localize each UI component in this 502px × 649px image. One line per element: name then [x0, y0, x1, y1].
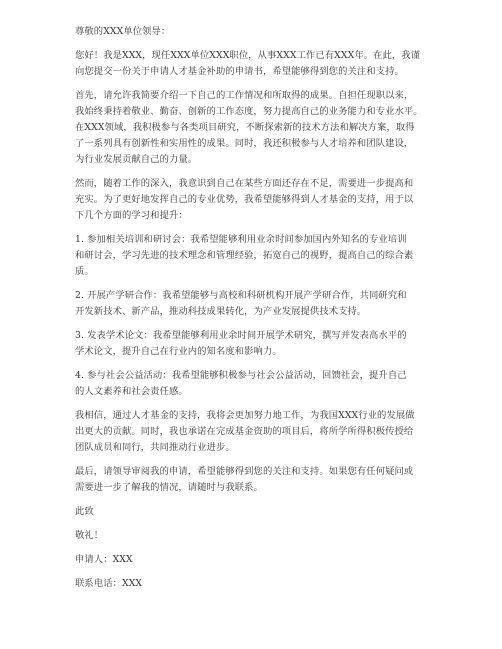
text-line: 1. 参加相关培训和研讨会：我希望能够利用业余时间参加国内外知名的专业培训	[75, 234, 407, 245]
greeting	[75, 24, 447, 40]
text-line: 出更大的贡献。同时，我也承诺在完成基金资助的项目后，将所学所得积极传授给	[75, 426, 414, 437]
list-item-cooperation	[75, 288, 447, 320]
list-item-papers	[75, 328, 447, 360]
text-line: 团队成员和同行，共同推动行业进步。	[75, 442, 235, 453]
text-line: 了一系列具有创新性和实用性的成果。同时，我还积极参与人才培养和团队建设，	[75, 138, 414, 149]
applicant-name: 申请人：XXX	[75, 554, 133, 565]
salutation-line-1	[75, 504, 447, 520]
greeting-line: 尊敬的XXX单位领导：	[75, 26, 171, 37]
phone-line	[75, 576, 447, 592]
background-paragraph	[75, 88, 447, 168]
applicant-line	[75, 552, 447, 568]
salutation-text: 此致	[75, 506, 94, 517]
text-line: 2. 开展产学研合作：我希望能够与高校和科研机构开展产学研合作，共同研究和	[75, 290, 407, 301]
text-line: 开发新技术、新产品，推动科技成果转化，为产业发展提供技术支持。	[75, 306, 367, 317]
text-line: 学术论文，提升自己在行业内的知名度和影响力。	[75, 346, 282, 357]
text-line: 需要进一步了解我的情况，请随时与我联系。	[75, 482, 263, 493]
text-line: 的人文素养和社会责任感。	[75, 386, 188, 397]
text-line: 下几个方面的学习和提升：	[75, 210, 188, 221]
text-line: 充实。为了更好地发挥自己的专业优势，我希望能够得到人才基金的支持，用于以	[75, 194, 414, 205]
text-line: 4. 参与社会公益活动：我希望能够积极参与社会公益活动，回馈社会，提升自己	[75, 370, 407, 381]
text-line: 我始终秉持着敬业、勤奋、创新的工作态度，努力提高自己的业务能力和专业水平。	[75, 106, 423, 117]
text-line: 首先，请允许我简要介绍一下自己的工作情况和所取得的成果。自担任现职以来，	[75, 90, 414, 101]
text-line: 和研讨会，学习先进的技术理念和管理经验，拓宽自己的视野，提高自己的综合素	[75, 250, 414, 261]
text-line: 3. 发表学术论文：我希望能够利用业余时间开展学术研究，撰写并发表高水平的	[75, 330, 407, 341]
text-line: 向您提交一份关于申请人才基金补助的申请书，希望能够得到您的关注和支持。	[75, 66, 404, 77]
motivation-paragraph	[75, 176, 447, 224]
salutation-line-2	[75, 528, 447, 544]
application-letter	[75, 24, 447, 600]
text-line: 我相信，通过人才基金的支持，我将会更加努力地工作，为我国XXX行业的发展做	[75, 410, 415, 421]
intro-paragraph	[75, 48, 447, 80]
text-line: 为行业发展贡献自己的力量。	[75, 154, 198, 165]
list-item-charity	[75, 368, 447, 400]
text-line: 然而，随着工作的深入，我意识到自己在某些方面还存在不足，需要进一步提高和	[75, 178, 414, 189]
text-line: 最后，请领导审阅我的申请，希望能够得到您的关注和支持。如果您有任何疑问或	[75, 466, 414, 477]
commitment-paragraph	[75, 408, 447, 456]
closing-paragraph	[75, 464, 447, 496]
text-line: 在XXX领域，我积极参与各类项目研究，不断探索新的技术方法和解决方案，取得	[75, 122, 415, 133]
text-line: 您好！我是XXX，现任XXX单位XXX职位，从事XXX工作已有XXX年。在此，我谨	[75, 50, 421, 61]
contact-phone: 联系电话：XXX	[75, 578, 143, 589]
list-item-training	[75, 232, 447, 280]
text-line: 质。	[75, 266, 94, 277]
salutation-text: 敬礼！	[75, 530, 104, 541]
